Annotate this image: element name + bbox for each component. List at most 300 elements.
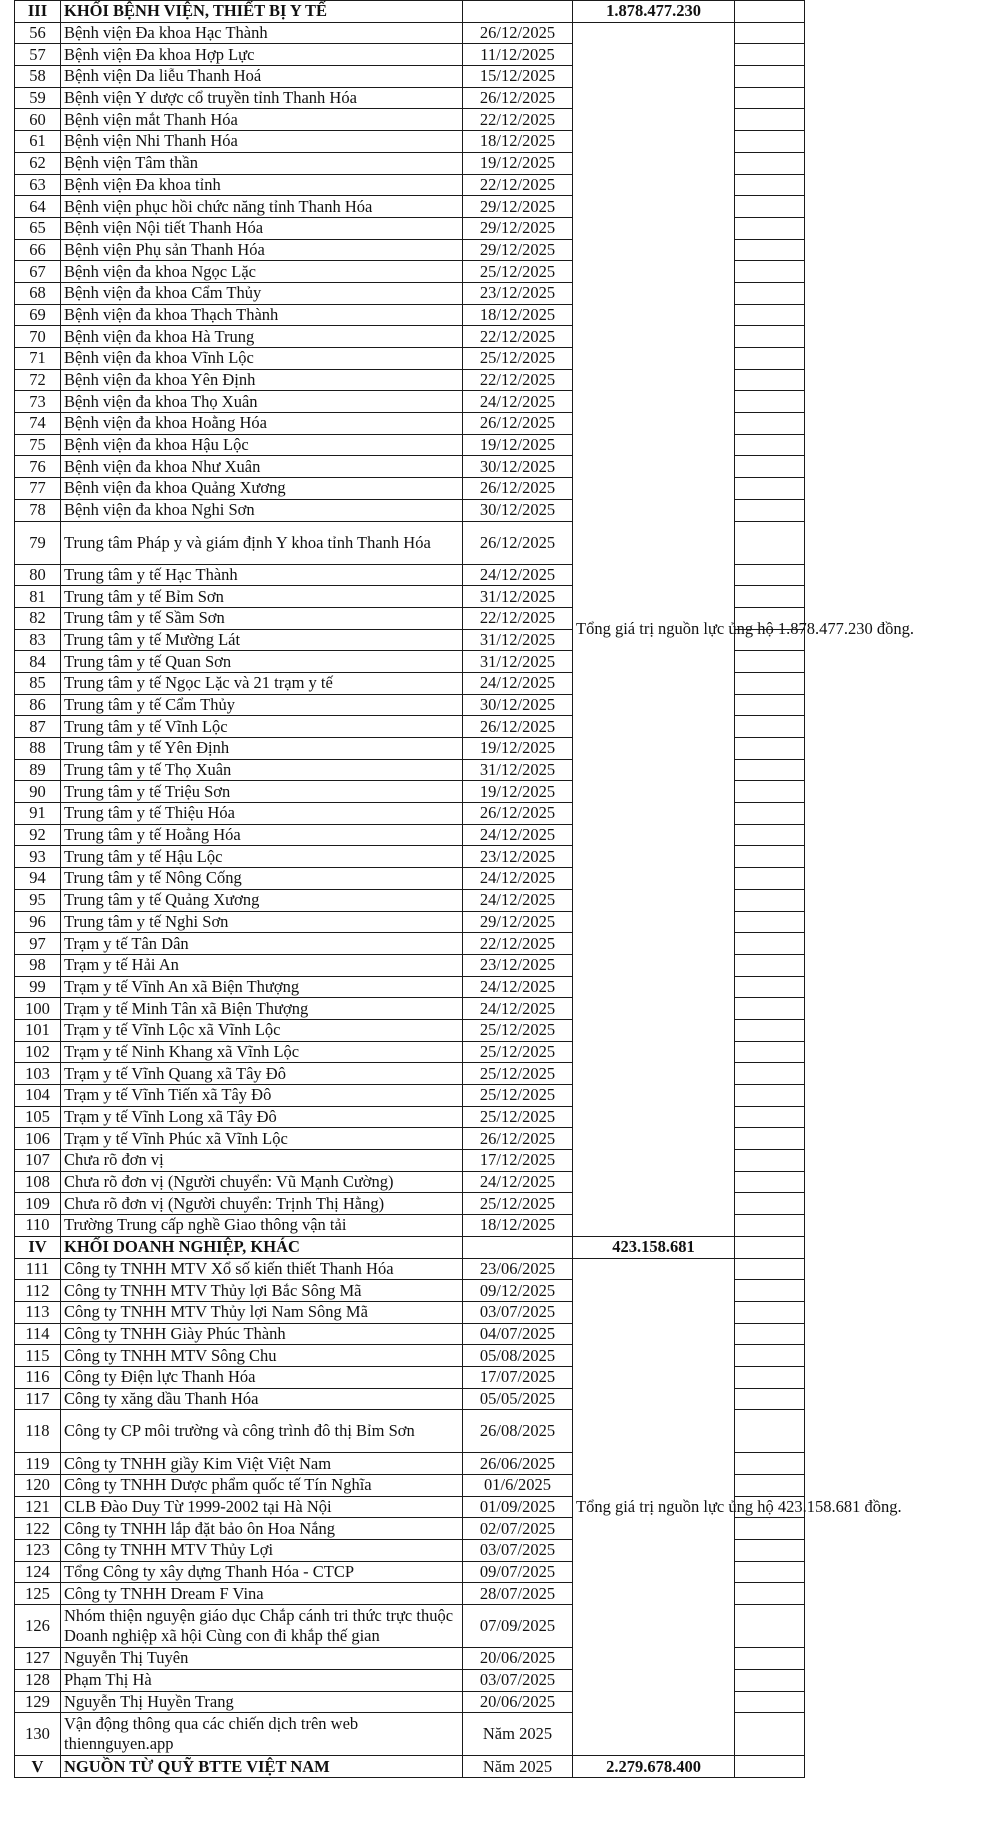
row-number: 127 <box>15 1648 61 1670</box>
row-date: 25/12/2025 <box>463 1063 573 1085</box>
row-number: 115 <box>15 1345 61 1367</box>
row-number: 120 <box>15 1475 61 1497</box>
note-cell <box>735 369 805 391</box>
final-source-row <box>15 1756 805 1778</box>
row-name: Chưa rõ đơn vị <box>61 1150 463 1172</box>
row-date: 26/06/2025 <box>463 1453 573 1475</box>
table-row <box>15 1258 805 1280</box>
row-name: Công ty TNHH MTV Thủy lợi Bắc Sông Mã <box>61 1280 463 1302</box>
row-date: 11/12/2025 <box>463 44 573 66</box>
row-name: Bệnh viện đa khoa Như Xuân <box>61 456 463 478</box>
row-name: Bệnh viện đa khoa Yên Định <box>61 369 463 391</box>
row-date: 23/12/2025 <box>463 954 573 976</box>
row-number: 85 <box>15 672 61 694</box>
row-name: Trung tâm y tế Yên Định <box>61 738 463 760</box>
row-date: 22/12/2025 <box>463 933 573 955</box>
row-date: 03/07/2025 <box>463 1540 573 1562</box>
row-date: 17/07/2025 <box>463 1366 573 1388</box>
row-number: 121 <box>15 1496 61 1518</box>
row-number: 61 <box>15 131 61 153</box>
note-cell <box>735 1041 805 1063</box>
row-name: Trạm y tế Vĩnh An xã Biện Thượng <box>61 976 463 998</box>
row-date: 22/12/2025 <box>463 607 573 629</box>
row-name: Trạm y tế Minh Tân xã Biện Thượng <box>61 998 463 1020</box>
donation-table-body <box>15 1 915 1778</box>
row-number: 111 <box>15 1258 61 1280</box>
note-cell <box>735 1605 805 1648</box>
row-name: Trung tâm y tế Sầm Sơn <box>61 607 463 629</box>
note-cell <box>735 824 805 846</box>
note-cell <box>735 998 805 1020</box>
row-number: 129 <box>15 1691 61 1713</box>
note-cell <box>735 1410 805 1453</box>
row-name: Công ty TNHH Giày Phúc Thành <box>61 1323 463 1345</box>
final-date: Năm 2025 <box>463 1756 573 1778</box>
note-cell <box>735 1669 805 1691</box>
row-name: Bệnh viện đa khoa Hoằng Hóa <box>61 413 463 435</box>
note-cell <box>735 911 805 933</box>
row-number: 65 <box>15 217 61 239</box>
row-number: 112 <box>15 1280 61 1302</box>
row-number: 71 <box>15 348 61 370</box>
row-name: Bệnh viện đa khoa Thọ Xuân <box>61 391 463 413</box>
row-date: 23/06/2025 <box>463 1258 573 1280</box>
note-cell <box>735 1215 805 1237</box>
row-number: 92 <box>15 824 61 846</box>
row-date: 26/12/2025 <box>463 413 573 435</box>
row-name: Công ty TNHH MTV Thủy Lợi <box>61 1540 463 1562</box>
row-number: 80 <box>15 564 61 586</box>
row-date: 25/12/2025 <box>463 1085 573 1107</box>
row-number: 113 <box>15 1301 61 1323</box>
row-name: Công ty TNHH MTV Thủy lợi Nam Sông Mã <box>61 1301 463 1323</box>
final-number: V <box>15 1756 61 1778</box>
note-cell <box>735 1713 805 1756</box>
row-number: 84 <box>15 651 61 673</box>
note-cell <box>735 196 805 218</box>
row-date: 18/12/2025 <box>463 131 573 153</box>
note-cell <box>735 1150 805 1172</box>
table-row <box>15 22 805 44</box>
note-cell <box>735 1366 805 1388</box>
row-number: 114 <box>15 1323 61 1345</box>
row-number: 66 <box>15 239 61 261</box>
row-number: 70 <box>15 326 61 348</box>
row-name: Trung tâm y tế Hạc Thành <box>61 564 463 586</box>
note-cell <box>735 109 805 131</box>
row-name: Bệnh viện đa khoa Cẩm Thủy <box>61 282 463 304</box>
row-number: 128 <box>15 1669 61 1691</box>
row-date: 18/12/2025 <box>463 1215 573 1237</box>
row-date: 31/12/2025 <box>463 629 573 651</box>
row-number: 117 <box>15 1388 61 1410</box>
row-name: Trạm y tế Ninh Khang xã Vĩnh Lộc <box>61 1041 463 1063</box>
row-date: 05/05/2025 <box>463 1388 573 1410</box>
row-number: 119 <box>15 1453 61 1475</box>
note-cell <box>735 1345 805 1367</box>
section-date-cell <box>463 1236 573 1258</box>
row-number: 88 <box>15 738 61 760</box>
row-number: 82 <box>15 607 61 629</box>
row-name: Bệnh viện Phụ sản Thanh Hóa <box>61 239 463 261</box>
row-name: Tổng Công ty xây dựng Thanh Hóa - CTCP <box>61 1561 463 1583</box>
note-cell <box>735 1019 805 1041</box>
row-date: 26/08/2025 <box>463 1410 573 1453</box>
row-date: 19/12/2025 <box>463 781 573 803</box>
row-number: 73 <box>15 391 61 413</box>
row-number: 130 <box>15 1713 61 1756</box>
row-date: 24/12/2025 <box>463 672 573 694</box>
row-name: Trung tâm y tế Quảng Xương <box>61 889 463 911</box>
row-date: 03/07/2025 <box>463 1669 573 1691</box>
row-name: Bệnh viện đa khoa Hậu Lộc <box>61 434 463 456</box>
row-date: 31/12/2025 <box>463 651 573 673</box>
row-date: 25/12/2025 <box>463 1193 573 1215</box>
row-date: 29/12/2025 <box>463 239 573 261</box>
row-date: 19/12/2025 <box>463 152 573 174</box>
row-name: Trung tâm y tế Vĩnh Lộc <box>61 716 463 738</box>
row-number: 74 <box>15 413 61 435</box>
note-cell <box>735 1691 805 1713</box>
row-name: Bệnh viện đa khoa Ngọc Lặc <box>61 261 463 283</box>
row-number: 109 <box>15 1193 61 1215</box>
row-number: 110 <box>15 1215 61 1237</box>
row-number: 102 <box>15 1041 61 1063</box>
note-cell <box>735 66 805 88</box>
row-name: Trạm y tế Vĩnh Phúc xã Vĩnh Lộc <box>61 1128 463 1150</box>
row-date: 24/12/2025 <box>463 976 573 998</box>
note-cell <box>735 1 805 23</box>
row-name: Bệnh viện mắt Thanh Hóa <box>61 109 463 131</box>
row-number: 69 <box>15 304 61 326</box>
row-date: 15/12/2025 <box>463 66 573 88</box>
row-date: 22/12/2025 <box>463 369 573 391</box>
row-name: Trung tâm y tế Mường Lát <box>61 629 463 651</box>
row-number: 125 <box>15 1583 61 1605</box>
row-number: 95 <box>15 889 61 911</box>
row-number: 78 <box>15 499 61 521</box>
row-number: 99 <box>15 976 61 998</box>
row-name: Trạm y tế Vĩnh Lộc xã Vĩnh Lộc <box>61 1019 463 1041</box>
note-cell <box>735 44 805 66</box>
row-number: 60 <box>15 109 61 131</box>
final-title: NGUỒN TỪ QUỸ BTTE VIỆT NAM <box>61 1756 463 1778</box>
row-name: Trạm y tế Vĩnh Quang xã Tây Đô <box>61 1063 463 1085</box>
row-date: 01/09/2025 <box>463 1496 573 1518</box>
row-date: 04/07/2025 <box>463 1323 573 1345</box>
row-date: 22/12/2025 <box>463 109 573 131</box>
section-date-cell <box>463 1 573 23</box>
note-cell <box>735 738 805 760</box>
row-date: 22/12/2025 <box>463 326 573 348</box>
note-cell <box>735 239 805 261</box>
note-cell <box>735 672 805 694</box>
row-date: 18/12/2025 <box>463 304 573 326</box>
row-name: Công ty TNHH MTV Xổ số kiến thiết Thanh Hóa <box>61 1258 463 1280</box>
note-cell <box>735 413 805 435</box>
row-name: Trung tâm y tế Nông Cống <box>61 868 463 890</box>
row-number: 83 <box>15 629 61 651</box>
row-number: 101 <box>15 1019 61 1041</box>
section-title: KHỐI BỆNH VIỆN, THIẾT BỊ Y TẾ <box>61 1 463 23</box>
row-date: 25/12/2025 <box>463 261 573 283</box>
row-date: 24/12/2025 <box>463 998 573 1020</box>
note-cell <box>735 326 805 348</box>
note-cell <box>735 391 805 413</box>
row-date: 25/12/2025 <box>463 1041 573 1063</box>
note-cell <box>735 1280 805 1302</box>
note-cell <box>735 1063 805 1085</box>
row-name: Bệnh viện Đa khoa Hợp Lực <box>61 44 463 66</box>
row-number: 123 <box>15 1540 61 1562</box>
note-cell <box>735 1106 805 1128</box>
row-name: Trung tâm y tế Bỉm Sơn <box>61 586 463 608</box>
row-name: Trạm y tế Vĩnh Long xã Tây Đô <box>61 1106 463 1128</box>
note-cell <box>735 1518 805 1540</box>
row-name: Trạm y tế Tân Dân <box>61 933 463 955</box>
donation-table <box>14 0 915 1778</box>
row-number: 87 <box>15 716 61 738</box>
row-date: 25/12/2025 <box>463 348 573 370</box>
row-date: 01/6/2025 <box>463 1475 573 1497</box>
row-number: 57 <box>15 44 61 66</box>
note-cell <box>735 1583 805 1605</box>
note-cell <box>735 1193 805 1215</box>
row-name: Trung tâm y tế Cẩm Thủy <box>61 694 463 716</box>
row-date: 22/12/2025 <box>463 174 573 196</box>
note-cell <box>735 217 805 239</box>
row-date: 24/12/2025 <box>463 564 573 586</box>
note-cell <box>735 22 805 44</box>
row-date: 09/12/2025 <box>463 1280 573 1302</box>
section-title: KHỐI DOANH NGHIỆP, KHÁC <box>61 1236 463 1258</box>
row-date: 09/07/2025 <box>463 1561 573 1583</box>
note-cell <box>735 803 805 825</box>
row-number: 76 <box>15 456 61 478</box>
row-number: 118 <box>15 1410 61 1453</box>
section-total: 1.878.477.230 <box>573 1 735 23</box>
note-cell <box>735 1756 805 1778</box>
row-name: Nguyễn Thị Huyền Trang <box>61 1691 463 1713</box>
row-name: Trung tâm y tế Thiệu Hóa <box>61 803 463 825</box>
note-cell <box>735 933 805 955</box>
note-cell <box>735 694 805 716</box>
note-cell <box>735 651 805 673</box>
row-name: Trung tâm y tế Hậu Lộc <box>61 846 463 868</box>
row-name: Trường Trung cấp nghề Giao thông vận tải <box>61 1215 463 1237</box>
row-name: Phạm Thị Hà <box>61 1669 463 1691</box>
row-number: 122 <box>15 1518 61 1540</box>
note-cell <box>735 1258 805 1280</box>
note-cell <box>735 304 805 326</box>
row-number: 108 <box>15 1171 61 1193</box>
row-date: 25/12/2025 <box>463 1106 573 1128</box>
row-number: 89 <box>15 759 61 781</box>
note-cell <box>735 564 805 586</box>
row-name: Chưa rõ đơn vị (Người chuyển: Vũ Mạnh Cường) <box>61 1171 463 1193</box>
row-date: 29/12/2025 <box>463 217 573 239</box>
row-date: 26/12/2025 <box>463 521 573 564</box>
row-name: Trạm y tế Vĩnh Tiến xã Tây Đô <box>61 1085 463 1107</box>
note-cell <box>735 1540 805 1562</box>
row-name: Bệnh viện đa khoa Quảng Xương <box>61 478 463 500</box>
note-cell <box>735 521 805 564</box>
row-date: 24/12/2025 <box>463 391 573 413</box>
row-date: 30/12/2025 <box>463 456 573 478</box>
row-number: 64 <box>15 196 61 218</box>
row-date: 03/07/2025 <box>463 1301 573 1323</box>
note-cell <box>735 1301 805 1323</box>
row-name: Bệnh viện Da liễu Thanh Hoá <box>61 66 463 88</box>
row-date: 30/12/2025 <box>463 499 573 521</box>
row-date: 19/12/2025 <box>463 738 573 760</box>
row-name: Công ty Điện lực Thanh Hóa <box>61 1366 463 1388</box>
row-name: Bệnh viện Nội tiết Thanh Hóa <box>61 217 463 239</box>
row-date: 24/12/2025 <box>463 868 573 890</box>
row-number: 75 <box>15 434 61 456</box>
note-cell <box>735 759 805 781</box>
row-number: 72 <box>15 369 61 391</box>
row-name: Công ty CP môi trường và công trình đô thị Bỉm Sơn <box>61 1410 463 1453</box>
row-number: 58 <box>15 66 61 88</box>
note-cell <box>735 1085 805 1107</box>
note-cell <box>735 348 805 370</box>
row-date: 24/12/2025 <box>463 824 573 846</box>
row-name: Trạm y tế Hải An <box>61 954 463 976</box>
row-number: 56 <box>15 22 61 44</box>
note-cell <box>735 1475 805 1497</box>
row-number: 103 <box>15 1063 61 1085</box>
row-date: 20/06/2025 <box>463 1691 573 1713</box>
row-number: 96 <box>15 911 61 933</box>
row-date: 24/12/2025 <box>463 889 573 911</box>
note-cell <box>735 174 805 196</box>
note-cell <box>735 87 805 109</box>
note-cell <box>735 282 805 304</box>
note-cell <box>735 586 805 608</box>
row-number: 126 <box>15 1605 61 1648</box>
row-number: 59 <box>15 87 61 109</box>
row-date: 28/07/2025 <box>463 1583 573 1605</box>
row-number: 105 <box>15 1106 61 1128</box>
row-date: 23/12/2025 <box>463 282 573 304</box>
row-date: Năm 2025 <box>463 1713 573 1756</box>
row-name: Bệnh viện Đa khoa tỉnh <box>61 174 463 196</box>
row-name: Vận động thông qua các chiến dịch trên web thiennguyen.app <box>61 1713 463 1756</box>
note-cell <box>735 131 805 153</box>
section-number: III <box>15 1 61 23</box>
row-date: 17/12/2025 <box>463 1150 573 1172</box>
row-name: Bệnh viện Đa khoa Hạc Thành <box>61 22 463 44</box>
section-total: 423.158.681 <box>573 1236 735 1258</box>
note-cell <box>735 889 805 911</box>
note-cell <box>735 1171 805 1193</box>
final-total: 2.279.678.400 <box>573 1756 735 1778</box>
row-name: Bệnh viện Tâm thần <box>61 152 463 174</box>
row-number: 90 <box>15 781 61 803</box>
row-name: Bệnh viện Nhi Thanh Hóa <box>61 131 463 153</box>
note-cell <box>735 434 805 456</box>
row-name: Bệnh viện đa khoa Hà Trung <box>61 326 463 348</box>
row-name: Chưa rõ đơn vị (Người chuyển: Trịnh Thị Hằng) <box>61 1193 463 1215</box>
row-date: 29/12/2025 <box>463 196 573 218</box>
row-number: 77 <box>15 478 61 500</box>
row-date: 07/09/2025 <box>463 1605 573 1648</box>
row-date: 23/12/2025 <box>463 846 573 868</box>
row-name: Trung tâm y tế Thọ Xuân <box>61 759 463 781</box>
row-number: 107 <box>15 1150 61 1172</box>
note-cell <box>735 1323 805 1345</box>
row-name: Bệnh viện Y dược cổ truyền tỉnh Thanh Hóa <box>61 87 463 109</box>
note-cell <box>735 976 805 998</box>
row-number: 62 <box>15 152 61 174</box>
row-date: 02/07/2025 <box>463 1518 573 1540</box>
row-name: Bệnh viện đa khoa Vĩnh Lộc <box>61 348 463 370</box>
row-name: Trung tâm y tế Hoằng Hóa <box>61 824 463 846</box>
row-name: Công ty TNHH Dream F Vina <box>61 1583 463 1605</box>
row-name: Công ty xăng dầu Thanh Hóa <box>61 1388 463 1410</box>
row-name: Bệnh viện đa khoa Thạch Thành <box>61 304 463 326</box>
row-date: 31/12/2025 <box>463 586 573 608</box>
note-cell <box>735 456 805 478</box>
row-number: 79 <box>15 521 61 564</box>
row-number: 86 <box>15 694 61 716</box>
row-number: 106 <box>15 1128 61 1150</box>
note-cell <box>735 261 805 283</box>
row-name: Nhóm thiện nguyện giáo dục Chắp cánh tri thức trực thuộc Doanh nghiệp xã hội Cùng con đi khắp thế gian <box>61 1605 463 1648</box>
row-date: 19/12/2025 <box>463 434 573 456</box>
row-name: Bệnh viện phục hồi chức năng tỉnh Thanh Hóa <box>61 196 463 218</box>
section-header-row <box>15 1236 805 1258</box>
note-cell <box>735 846 805 868</box>
row-name: Công ty TNHH giầy Kim Việt Việt Nam <box>61 1453 463 1475</box>
row-number: 91 <box>15 803 61 825</box>
row-date: 20/06/2025 <box>463 1648 573 1670</box>
row-number: 81 <box>15 586 61 608</box>
row-date: 26/12/2025 <box>463 22 573 44</box>
row-name: Công ty TNHH Dược phẩm quốc tế Tín Nghĩa <box>61 1475 463 1497</box>
row-number: 100 <box>15 998 61 1020</box>
row-name: CLB Đào Duy Từ 1999-2002 tại Hà Nội <box>61 1496 463 1518</box>
section-summary: Tổng giá trị nguồn lực ủng hộ 1.878.477.230 đồng. <box>573 22 735 1236</box>
row-number: 93 <box>15 846 61 868</box>
row-date: 30/12/2025 <box>463 694 573 716</box>
note-cell <box>735 499 805 521</box>
row-date: 26/12/2025 <box>463 87 573 109</box>
row-name: Công ty TNHH MTV Sông Chu <box>61 1345 463 1367</box>
note-cell <box>735 1561 805 1583</box>
row-date: 26/12/2025 <box>463 478 573 500</box>
note-cell <box>735 954 805 976</box>
note-cell <box>735 716 805 738</box>
note-cell <box>735 1236 805 1258</box>
row-date: 05/08/2025 <box>463 1345 573 1367</box>
note-cell <box>735 1453 805 1475</box>
row-name: Trung tâm y tế Quan Sơn <box>61 651 463 673</box>
row-date: 31/12/2025 <box>463 759 573 781</box>
note-cell <box>735 1388 805 1410</box>
note-cell <box>735 1648 805 1670</box>
row-number: 63 <box>15 174 61 196</box>
note-cell <box>735 781 805 803</box>
row-date: 25/12/2025 <box>463 1019 573 1041</box>
row-date: 26/12/2025 <box>463 803 573 825</box>
row-date: 26/12/2025 <box>463 716 573 738</box>
note-cell <box>735 152 805 174</box>
row-name: Trung tâm y tế Triệu Sơn <box>61 781 463 803</box>
row-name: Trung tâm y tế Nghi Sơn <box>61 911 463 933</box>
row-date: 29/12/2025 <box>463 911 573 933</box>
